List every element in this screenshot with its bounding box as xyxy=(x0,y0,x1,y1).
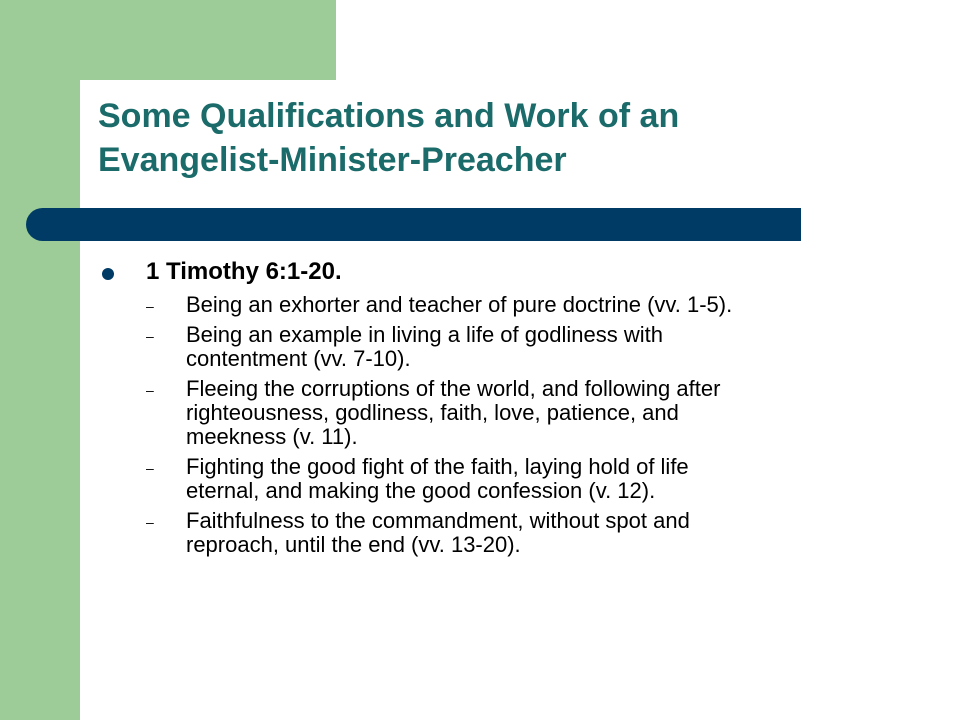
sub-bullet-line: Being an exhorter and teacher of pure doctrine (vv. 1-5). xyxy=(186,292,733,317)
title-divider-bar xyxy=(26,208,801,241)
sub-bullet-line: reproach, until the end (vv. 13-20). xyxy=(186,532,521,557)
sub-bullet-item xyxy=(100,293,860,317)
slide-body xyxy=(100,255,860,563)
dash-icon: – xyxy=(146,328,154,344)
slide-title xyxy=(98,94,918,182)
header-green-block xyxy=(80,0,336,80)
dash-icon: – xyxy=(146,382,154,398)
sub-bullet-line: Fighting the good fight of the faith, laying hold of life xyxy=(186,454,689,479)
slide-title-line: Evangelist-Minister-Preacher xyxy=(98,141,567,179)
slide-title-line: Some Qualifications and Work of an xyxy=(98,97,680,135)
sub-bullet-item xyxy=(100,377,860,449)
sub-bullet-line: meekness (v. 11). xyxy=(186,424,358,449)
sub-bullet-line: righteousness, godliness, faith, love, patience, and xyxy=(186,400,679,425)
dash-icon: – xyxy=(146,514,154,530)
bullet-text: 1 Timothy 6:1-20. xyxy=(146,258,342,285)
sub-bullet-line: contentment (vv. 7-10). xyxy=(186,346,411,371)
sub-bullet-item xyxy=(100,509,860,557)
sub-bullet-list xyxy=(100,293,860,557)
sub-bullet-item xyxy=(100,323,860,371)
sub-bullet-line: Faithfulness to the commandment, without spot and xyxy=(186,508,690,533)
bullet-item xyxy=(100,255,860,289)
sidebar-green-column xyxy=(0,0,80,720)
bullet-dot-icon xyxy=(102,268,114,280)
sub-bullet-line: Fleeing the corruptions of the world, and following after xyxy=(186,376,721,401)
dash-icon: – xyxy=(146,298,154,314)
sub-bullet-line: Being an example in living a life of godliness with xyxy=(186,322,663,347)
dash-icon: – xyxy=(146,460,154,476)
sub-bullet-item xyxy=(100,455,860,503)
sub-bullet-line: eternal, and making the good confession (v. 12). xyxy=(186,478,656,503)
